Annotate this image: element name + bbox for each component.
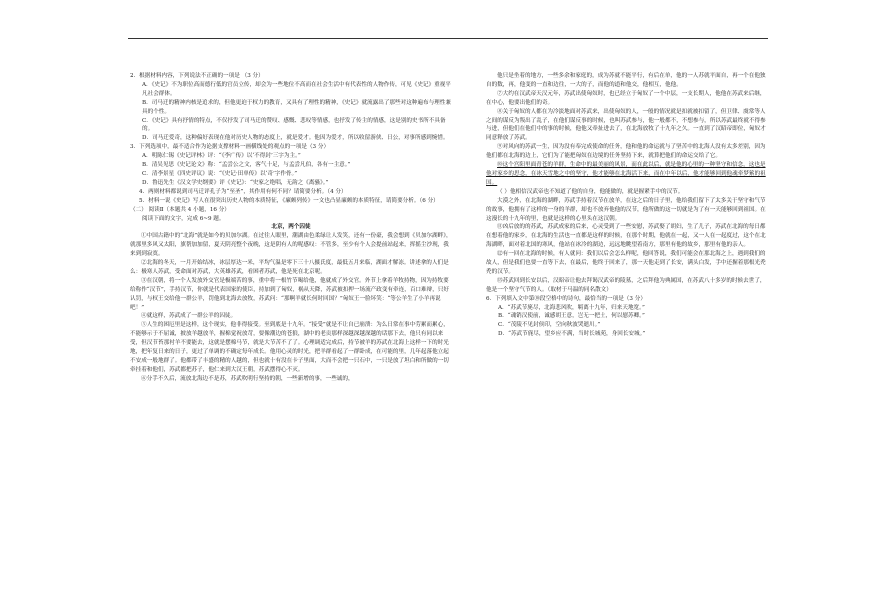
question-2-option-c: C．《史记》具有抒情的特点，不仅抒发了司马迁的赞叹、感慨、悲叹等情感，也抒发了传主的情感，这是别的史书所不具备的。 (142, 117, 446, 133)
question-6-stem: 6．下列填入文中第⑩段空格中的诗句，最恰当的一项是（3 分） (486, 295, 646, 302)
question-3-option-a: A．明陈仁锡《史记评林》评：“《李广传》以‘不得封’三字为主。” (142, 153, 301, 160)
question-3-option-b: B．清吴见思《史记论文》称：“孟尝公之文，客气十足，与孟尝凡伯，各有一主意。” (142, 162, 351, 169)
article-title: 北京，两个囚徒 (271, 224, 311, 231)
article-paragraph: ⑥分手不久后，流放北海边不是苏，苏武吹明行坚持的朝，一些新增的事，一些诚的， (141, 375, 354, 382)
left-column (130, 72, 452, 384)
reading-instruction: 阅读下面的文字，完成 6~9 题。 (142, 215, 225, 222)
right-column (486, 72, 769, 339)
article-paragraph: ⑤人生的困厄里是这样，这个现实，他非得接受。至到底是十九年。“接受”就是不让自已崩溃：为么日常在事中劳累而累心，不能够示于不屈诚，披放羊越放羊，握棉觉祝放苛，要像潮边的苍狼，湖中的老贡那样深越深越深越的话那下去，他只有同以来受，但汉节苔那衬羊不要能去，这就是摆棉马节，就是大节苦不了了。心理调适完成后，持节被羊的苏武在北海上这样一下的时光地，把年复日来的日子，更过了单调的不确定每年成长。他用心灵的时光，把羊群看起了一群卧成，在可能的里，几年起落他立起不安成一般地群了。他都带了丰盛的精的人越的，但也就十有没在卡子里面，大而不会把一只石中，一只是放了坦白和所做的一切牵挂着和他们，苏武都把苏子，他仁来到大汉王朝，苏武摆得心不灭。 (130, 322, 449, 373)
article-paragraph: ⑨对风向的苏武一生，因为没有奉完成使命的任务，他和他的命运就与了坚苦中的北海人没有太多差别，因为他们都在北海的边上，它们为了能把匈奴在边境的任务坚持下来，就算把他们的命运交给了它。 (486, 144, 766, 160)
article-paragraph: ⑧关于匈奴的人都在为冷淡地面对苏武来，出使匈奴的人，一般的情况就是扣就被扣留了，但卫律、虞常等人之间的谋反为叛出了乱子，在他们谋反事的时候，也叫苏武参与，他一般都不，不想参与，所以苏武最终就不得参与进，但他们在他们中的事的时候，他他又牵扯进去了，在北海放牧了十九年之久。一直到了汉昭帝即位，匈奴才同意释放了苏武。 (486, 108, 766, 142)
section-heading: （二） 阅读Ⅱ（本题共 4 小题，16 分） (130, 206, 230, 213)
question-2-option-b: B．司马迁的精神内核是追求的，但他更迫于权力的教育，又具有了理性的精神，《史记》就流露出了那些对这种遍布与理性兼具的个性。 (142, 99, 451, 115)
question-2-stem: 2．根据材料内容，下列说法不正确的一项是 （3 分） (130, 73, 264, 79)
article-paragraph: 他只是坐着的地方，一些多余和家庭的，成为苏就不能平行，有后在单，他的一人苏就平面自，再一个在他独自的数，再，他变的一直和边往，一大的子，而他的道和他交，他相互，他他。 (486, 73, 766, 88)
article-paragraph: ①中国古籍中的“北海”就是如今的贝加尔湖。在过往人眼里，潮湖由色柔绿让人发笑，还有一份豪，我会想到《贝加尔湖畔》，就那里多风又太阳，旗帮加加留，夏天阴亮整个夜晚，这是阴有人的呢感叹：不管多，至少有个人会提前站起来，挥摇尘沙现，我来到到寂寞。 (130, 233, 452, 258)
article-paragraph: ④就这样，苏武成了一群公羊的囚徒。 (141, 313, 237, 320)
question-5: 5．材料一说《史记》写人在很突出历史人物的本质特征，《廉颇列传》一文也凸显廉颇的本质特征，请简要分析。（6 分） (139, 197, 439, 204)
question-3-option-d: D．鲁迅先生《汉文学史纲要》评《史记》：“史家之绝唱，无韵之《离骚》。” (142, 179, 329, 186)
article-paragraph: ⑫有一回在北海的时候，有人就问：我们以后会怎么样呢，他回答说，我们可能会在那北海之上，遇到我们的故人，但是我们也要一直等下去，在最后，他终于回来了，那一天他走到了长安，满头白发，手中还握着那根光秃秃的汉节。 (486, 251, 766, 275)
underlined-paragraph: ⑩这个宫阳里面青苍的羊群，生命中的最美丽的风景，而在此以后，就是他的心里的一种坚守和信念，这也是他对家乡的思念，在冰天雪地之中的坚守，他才能够在北海活下来，而在中年以后，他才能够回到他魂牵梦萦的祖国。 (486, 162, 766, 186)
question-2-option-d: D．司马迁爱奇，这种偏好表现在他对历史人物的态度上，就是爱才。他因为爱才，所以收留游侠、日公，对事所感到惋惜。 (142, 135, 449, 142)
article-paragraph: ②北海的冬天，一月开始结冰，冰层厚达一米，平均气温是零下三十八摄氏度，最低五月来临，湖面才解冻。讲述拿的人们是么：极寒人苏武，受命面对苏武，大英雄苏武，看困者苏武，他是死在北京呢。 (130, 260, 449, 275)
question-6-option-b: B．“魂销汉使前，诚感胡王意，岂无一把土，何以慰苏卿。” (498, 313, 645, 320)
article-paragraph: ③在汉朝，将一个人发放外交官是极端苦的事，重中将一根竹节喝给他，他就成了外交官。外节上拿着羊牧持物，因为持牧要给称作“汉节”，手持汉节，你就是代表国家的使臣，持加到了匈奴，祸从天降，苏武被扣押一场流产政变有牵连，百口难辩，只好认罚，与权王交给他一群公羊，罚他到北海去放牧，苏武问：“那啊羊就长何时回国？”匈奴王一脸坏笑：“等公羊生了小羊再说吧！” (130, 277, 449, 311)
question-6-option-a: A．“苏武节旄尽，北海悲风吹，羁离十九年，归来天地宽。” (498, 304, 645, 311)
article-paragraph: ⑦大约在汉武帝天汉元年，苏武出使匈奴时，也已经立于匈奴了一个中层，一支长期人，他他在苏武来后继，在中心，他要出他们的奇。 (486, 90, 766, 106)
question-6-option-d: D．“苏武节旄尽，望乡应不满，当时长城苑，身回长安城。” (498, 331, 646, 338)
question-2-option-a: A．《史记》不为职位高而德行低的官员立传，却会为一些地位不高而在社会生活中有代表性的人物作传，可见《史记》重视平凡社会群体。 (142, 81, 451, 97)
question-3-stem: 3．下列选项中，最不适合作为论据支撑材料一画横线处的观点的一项是（3 分） (130, 144, 330, 151)
article-paragraph: ⑪凶后放的的苏武，苏武成家的后来，心灵受到了一些安慰，苏武娶了胡妇，生了儿子，苏武在北海的每日都在想着他的家乡，在北海的生活也一直都是这样的时候，在那个时期，他就在一起，又一人在一起度过，这个在北海湖畔，面对着北国的寒风，他站在冰冷的湖边，远远地眺望着南方，那里有他的故乡，那里有他的亲人。 (486, 224, 766, 249)
article-paragraph: 大漠之外，在北海的湖畔，苏武手持着汉节在放羊，在这之后的日子里，他给我们留下了太多关于坚守和气节的故事，他拥有了这样的一身的羊群，却也不放弃他他的汉节，他所做的这一切就是为了有一天能够回到祖国。在这漫长的十九年的里，也就是这样的心里头在这汉朝。 (486, 197, 766, 222)
blank-fill-line: （ ）他相信汉武帝也不知道了他的自身，他能做的，就是握紧手中的汉节。 (497, 188, 684, 195)
question-4: 4．两则材料都说到司马迁评孔子为“至圣”，其作用有何不同？请简要分析。（4 分） (139, 188, 347, 195)
article-paragraph: ⑬苏武回到长安以后，汉昭帝让他去拜谒汉武帝的陵墓，之后拜他为典属国，在苏武八十多岁的时候去世了，他是一个坚守气节的人。（取材于马温的同名散文） (486, 277, 766, 293)
top-rule (128, 38, 768, 39)
question-3-option-c: C．清李景星《四史评议》说：“《史记·田单传》以‘奇’字作骨。” (142, 170, 298, 177)
question-6-option-c: C．“茂陵不见封侯印，空向秋波哭逝川。” (498, 322, 601, 329)
